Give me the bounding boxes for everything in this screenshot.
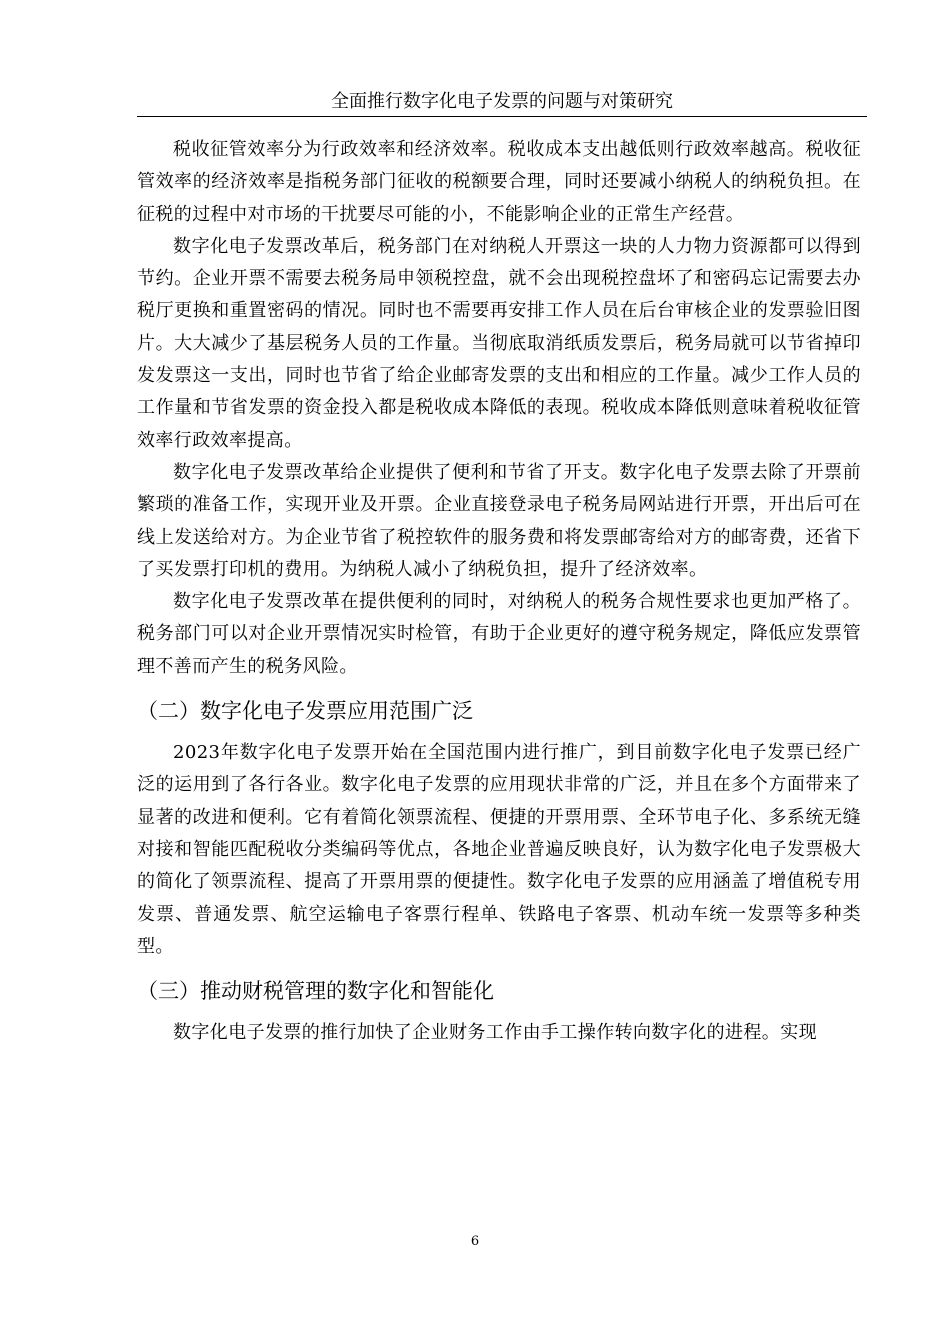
paragraph-compliance: 数字化电子发票改革在提供便利的同时，对纳税人的税务合规性要求也更加严格了。税务部门可以对企业开票情况实时检管，有助于企业更好的遵守税务规定，降低应发票管理不善而产生的税务风险。 xyxy=(137,591,861,677)
paragraph-application-scope: 2023年数字化电子发票开始在全国范围内进行推广，到目前数字化电子发票已经广泛的运用到了各行各业。数字化电子发票的应用现状非常的广泛，并且在多个方面带来了显著的改进和便利。它有着简化领票流程、便捷的开票用票、全环节电子化、多系统无缝对接和智能匹配税收分类编码等优点，各地企业普遍反映良好，认为数字化电子发票极大的简化了领票流程、提高了开票用票的便捷性。数字化电子发票的应用涵盖了增值税专用发票、普通发票、航空运输电子客票行程单、铁路电子客票、机动车统一发票等多种类型。 xyxy=(137,742,861,957)
paragraph-tax-authority-savings: 数字化电子发票改革后，税务部门在对纳税人开票这一块的人力物力资源都可以得到节约。企业开票不需要去税务局申领税控盘，就不会出现税控盘坏了和密码忘记需要去办税厅更换和重置密码的情况。同时也不需要再安排工作人员在后台审核企业的发票验旧图片。大大减少了基层税务人员的工作量。当彻底取消纸质发票后，税务局就可以节省掉印发发票这一支出，同时也节省了给企业邮寄发票的支出和相应的工作量。减少工作人员的工作量和节省发票的资金投入都是税收成本降低的表现。税收成本降低则意味着税收征管效率行政效率提高。 xyxy=(137,235,861,451)
running-header-title: 全面推行数字化电子发票的问题与对策研究 xyxy=(331,91,673,112)
paragraph-tax-efficiency: 税收征管效率分为行政效率和经济效率。税收成本支出越低则行政效率越高。税收征管效率的经济效率是指税务部门征收的税额要合理，同时还要减小纳税人的纳税负担。在征税的过程中对市场的干扰要尽可能的小，不能影响企业的正常生产经营。 xyxy=(137,139,861,225)
section-heading-application-scope: （二）数字化电子发票应用范围广泛 xyxy=(137,699,473,724)
header-rule xyxy=(137,116,867,117)
paragraph-enterprise-convenience: 数字化电子发票改革给企业提供了便利和节省了开支。数字化电子发票去除了开票前繁琐的准备工作，实现开业及开票。企业直接登录电子税务局网站进行开票，开出后可在线上发送给对方。为企业节省了税控软件的服务费和将发票邮寄给对方的邮寄费，还省下了买发票打印机的费用。为纳税人减小了纳税负担，提升了经济效率。 xyxy=(137,461,861,580)
section-heading-digitalization: （三）推动财税管理的数字化和智能化 xyxy=(137,979,494,1004)
document-body xyxy=(137,134,861,1049)
page-number: 6 xyxy=(470,1234,480,1249)
paragraph-digitalization: 数字化电子发票的推行加快了企业财务工作由手工操作转向数字化的进程。实现 xyxy=(173,1022,817,1044)
